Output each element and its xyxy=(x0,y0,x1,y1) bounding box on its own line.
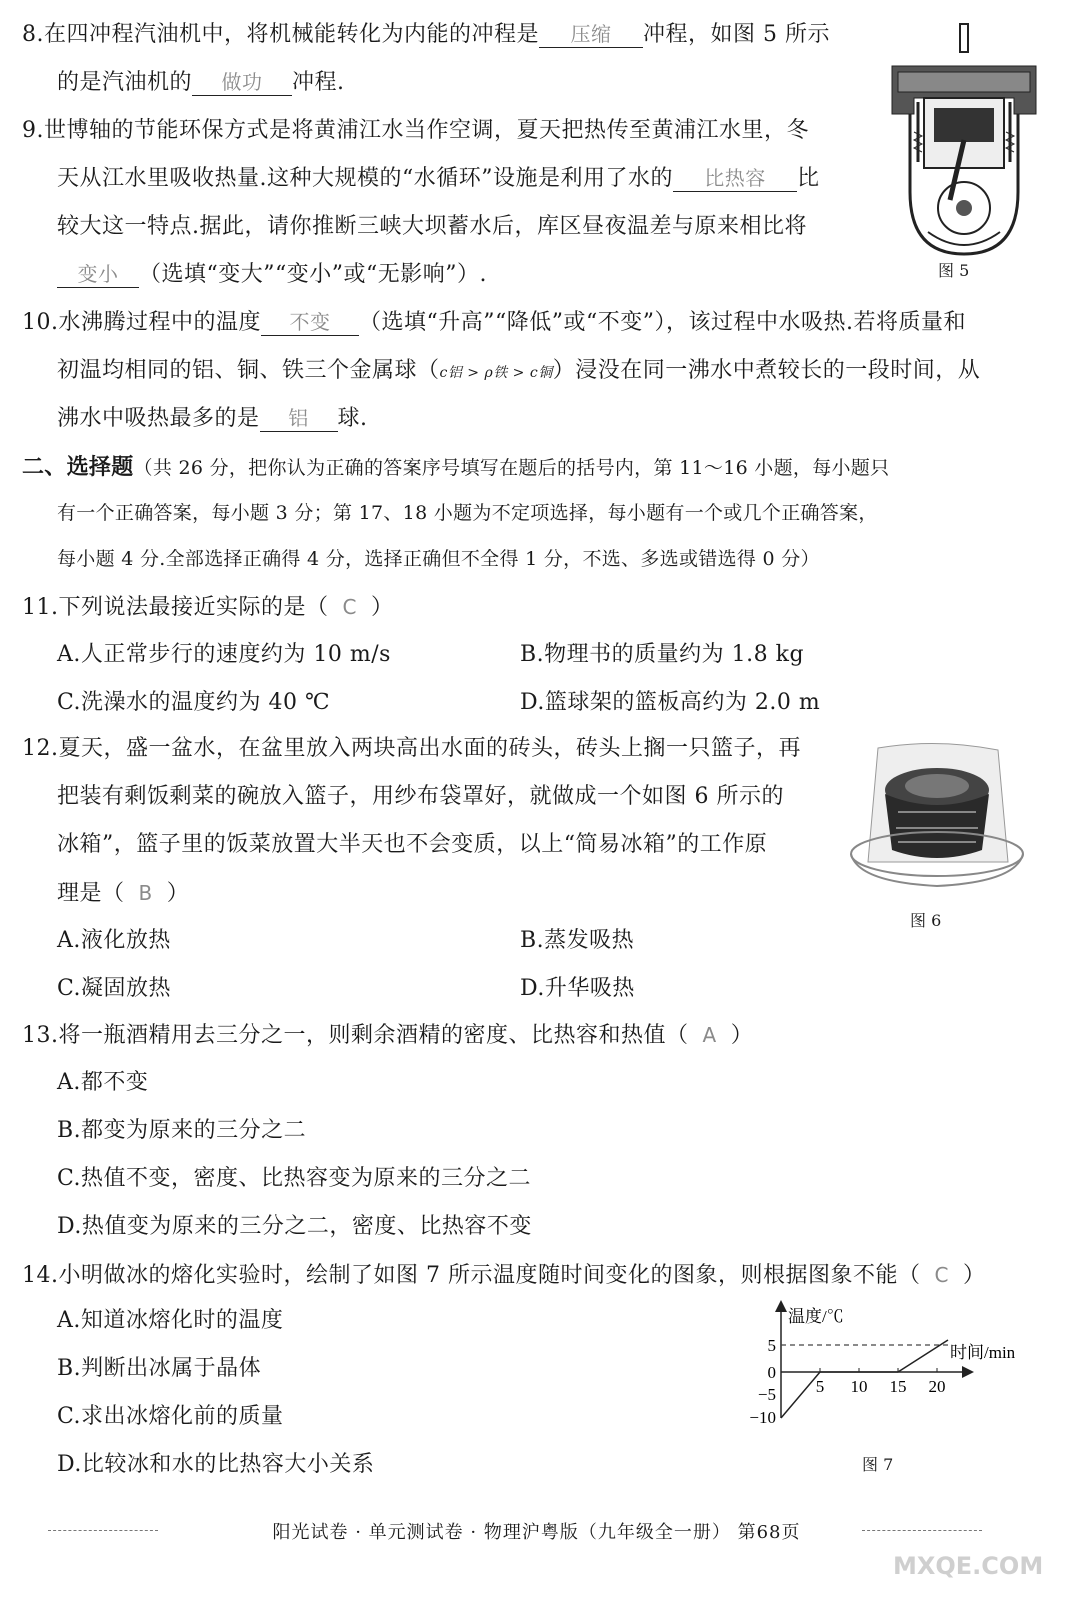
q8-answer-blank-2: 做功 xyxy=(192,69,292,96)
q9-line4: 变小 （选填“变大”“变小”或“无影响”）. xyxy=(57,260,487,290)
q8-answer-blank-1: 压缩 xyxy=(539,21,643,48)
q11-option-c: C.洗澡水的温度约为 40 ℃ xyxy=(57,690,331,715)
figure-7-caption: 图 7 xyxy=(862,1455,894,1474)
q9-line1: 9.世博轴的节能环保方式是将黄浦江水当作空调，夏天把热传至黄浦江水里，冬 xyxy=(22,118,809,143)
y-tick-label-neg5: −5 xyxy=(757,1385,776,1404)
q10-line2: 初温均相同的铝、铜、铁三个金属球（c铝 > ρ铁 > c铜）浸没在同一沸水中煮较长的一段时间，从 xyxy=(57,358,981,383)
section-2-heading: 二、选择题（共 26 分，把你认为正确的答案序号填写在题后的括号内，第 11～16 小题，每小题只 xyxy=(22,454,890,480)
watermark-logo: MXQE.COM xyxy=(893,1552,1044,1580)
q11-option-b: B.物理书的质量约为 1.8 kg xyxy=(520,642,805,667)
q10-line1: 10.水沸腾过程中的温度 不变 （选填“升高”“降低”或“不变”），该过程中水吸热.若将质量和 xyxy=(22,310,966,335)
q12-line4: 理是（ B ） xyxy=(57,881,190,906)
q12-option-c: C.凝固放热 xyxy=(57,976,172,1001)
q12-option-d: D.升华吸热 xyxy=(520,976,635,1001)
q10-line3: 沸水中吸热最多的是 铝 球. xyxy=(57,406,368,431)
y-tick-label-0: 0 xyxy=(767,1363,776,1382)
figure-5-caption: 图 5 xyxy=(938,261,970,280)
figure-6-simple-fridge-photo xyxy=(848,742,1026,892)
q13-option-d: D.热值变为原来的三分之二，密度、比热容不变 xyxy=(57,1214,532,1239)
figure-6-caption: 图 6 xyxy=(910,911,942,930)
q9-answer-blank-2: 变小 xyxy=(57,261,139,288)
q8-line2: 的是汽油机的 做功 冲程. xyxy=(57,70,345,95)
q14-option-d: D.比较冰和水的比热容大小关系 xyxy=(57,1452,375,1477)
y-axis-label: 温度/℃ xyxy=(788,1307,844,1326)
q14-option-a: A.知道冰熔化时的温度 xyxy=(57,1308,284,1333)
q12-line2: 把装有剩饭剩菜的碗放入篮子，用纱布袋罩好，就做成一个如图 6 所示的 xyxy=(57,784,784,809)
x-tick-label-10: 10 xyxy=(850,1377,868,1396)
y-tick-label-neg10: −10 xyxy=(749,1408,776,1427)
figure-5-engine-diagram xyxy=(888,22,1040,260)
q10-answer-blank-2: 铝 xyxy=(260,405,338,432)
y-tick-label-5: 5 xyxy=(767,1336,776,1355)
x-tick-label-5: 5 xyxy=(815,1377,825,1396)
x-tick-label-15: 15 xyxy=(889,1377,907,1396)
q12-line1: 12.夏天，盛一盆水，在盆里放入两块高出水面的砖头，砖头上搁一只篮子，再 xyxy=(22,736,801,761)
q13-option-a: A.都不变 xyxy=(57,1070,149,1095)
q12-answer: B xyxy=(138,881,153,905)
q12-line3: 冰箱”，篮子里的饭菜放置大半天也不会变质，以上“简易冰箱”的工作原 xyxy=(57,832,768,857)
section-2-line2: 有一个正确答案，每小题 3 分；第 17、18 小题为不定项选择，每小题有一个或几个正确答案， xyxy=(57,502,878,524)
q12-option-a: A.液化放热 xyxy=(57,928,171,953)
q8-line1: 8.在四冲程汽油机中，将机械能转化为内能的冲程是 压缩 冲程，如图 5 所示 xyxy=(22,22,830,47)
q13-option-c: C.热值不变，密度、比热容变为原来的三分之二 xyxy=(57,1166,532,1191)
q11-option-d: D.篮球架的篮板高约为 2.0 m xyxy=(520,690,821,715)
q14-stem: 14.小明做冰的熔化实验时，绘制了如图 7 所示温度随时间变化的图象，则根据图象不能（ C ） xyxy=(22,1263,986,1288)
page-footer: 阳光试卷 · 单元测试卷 · 物理沪粤版（九年级全一册） 第68页 xyxy=(272,1522,801,1543)
q11-stem: 11.下列说法最接近实际的是（ C ） xyxy=(22,595,394,620)
q14-answer: C xyxy=(934,1263,949,1287)
q10-formula: c铝 > ρ铁 > c铜 xyxy=(439,365,553,381)
q9-line2: 天从江水里吸收热量.这种大规模的“水循环”设施是利用了水的 比热容 比 xyxy=(57,166,820,191)
q14-option-b: B.判断出冰属于晶体 xyxy=(57,1356,262,1381)
q13-stem: 13.将一瓶酒精用去三分之一，则剩余酒精的密度、比热容和热值（ A ） xyxy=(22,1023,754,1048)
q9-line3: 较大这一特点.据此，请你推断三峡大坝蓄水后，库区昼夜温差与原来相比将 xyxy=(57,214,807,239)
q11-option-a: A.人正常步行的速度约为 10 m/s xyxy=(57,642,391,667)
q9-answer-blank-1: 比热容 xyxy=(673,165,797,192)
q10-answer-blank-1: 不变 xyxy=(261,309,359,336)
q13-answer: A xyxy=(702,1023,717,1047)
x-axis-label: 时间/min xyxy=(950,1343,1016,1362)
q13-option-b: B.都变为原来的三分之二 xyxy=(57,1118,307,1143)
section-2-line3: 每小题 4 分.全部选择正确得 4 分，选择正确但不全得 1 分，不选、多选或错选得 0 分） xyxy=(57,548,820,570)
q14-option-c: C.求出冰熔化前的质量 xyxy=(57,1404,284,1429)
q12-option-b: B.蒸发吸热 xyxy=(520,928,635,953)
x-tick-label-20: 20 xyxy=(928,1377,946,1396)
q11-answer: C xyxy=(342,595,357,619)
figure-7-temperature-time-graph xyxy=(736,1300,1036,1430)
